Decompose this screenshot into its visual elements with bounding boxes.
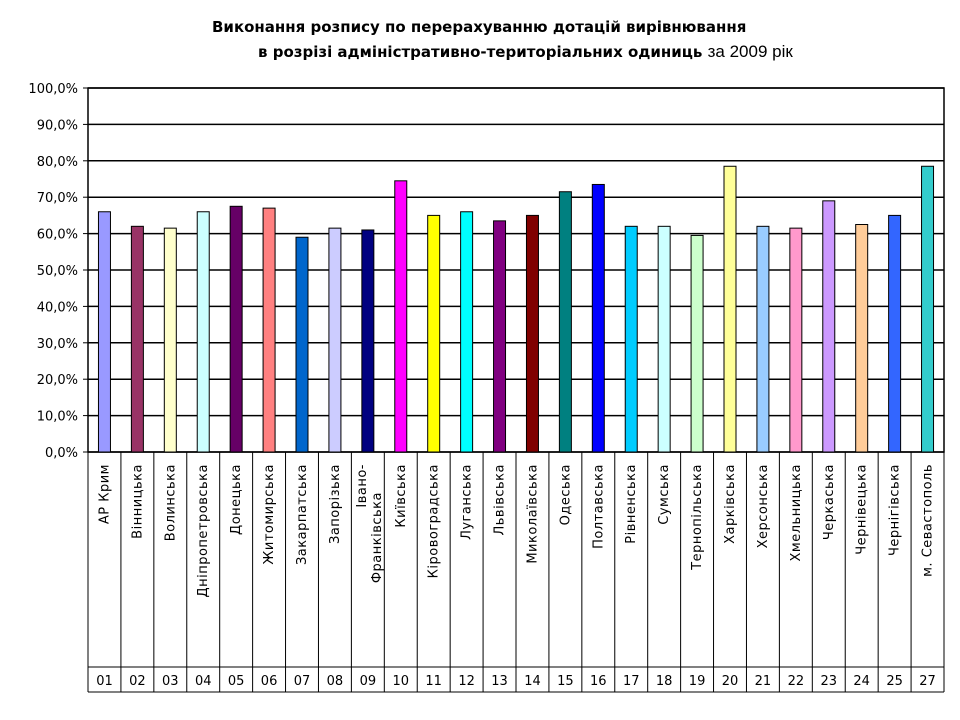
category-label	[262, 464, 277, 565]
category-label	[921, 464, 936, 577]
category-code: 23	[820, 674, 838, 689]
category-label	[756, 464, 771, 548]
category-code: 14	[524, 674, 541, 689]
category-label-part: Кіровоградська	[426, 464, 442, 579]
category-code: 22	[787, 674, 805, 689]
bar	[98, 212, 110, 452]
category-label-part: Франківська	[369, 492, 385, 584]
category-label	[328, 464, 343, 544]
bar	[559, 192, 571, 452]
category-code: 20	[721, 674, 739, 689]
category-label-part: Сумська	[657, 464, 673, 525]
bar	[691, 235, 703, 452]
category-code: 12	[458, 674, 475, 689]
category-code: 13	[491, 674, 508, 689]
y-tick-label: 10,0%	[36, 409, 78, 425]
bar	[263, 208, 275, 452]
category-label-part: Дніпропетровська	[196, 464, 212, 598]
bar	[131, 226, 143, 452]
bar	[625, 226, 637, 452]
y-tick-label: 40,0%	[36, 300, 78, 316]
category-code: 01	[96, 674, 113, 689]
category-label	[591, 464, 606, 549]
category-code: 21	[754, 674, 772, 689]
category-label	[460, 464, 475, 540]
category-label	[657, 464, 672, 525]
category-label	[295, 464, 310, 565]
bar	[526, 215, 538, 452]
bar	[889, 215, 901, 452]
category-label	[789, 464, 804, 561]
category-label	[525, 464, 540, 564]
category-code: 07	[293, 674, 311, 689]
chart-title-line-2-plain: за 2009 рік	[707, 42, 793, 61]
category-code: 10	[392, 674, 410, 689]
y-tick-label: 60,0%	[36, 227, 78, 243]
category-label-part: Миколаївська	[525, 464, 541, 564]
category-label	[493, 464, 508, 536]
y-tick-label: 0,0%	[44, 446, 78, 461]
category-label-part: Рівненська	[624, 464, 640, 544]
category-label	[229, 464, 244, 535]
category-code: 05	[227, 674, 245, 689]
category-label	[723, 464, 738, 544]
category-code: 25	[886, 674, 903, 689]
bar	[757, 226, 769, 452]
category-code: 02	[129, 674, 146, 689]
category-label-part: Закарпатська	[295, 464, 310, 566]
category-label	[558, 464, 573, 525]
bar	[164, 228, 176, 452]
category-label	[130, 464, 145, 539]
category-label-part: Харківська	[723, 464, 738, 544]
category-code: 24	[853, 674, 870, 689]
category-label-part: Житомирська	[262, 464, 278, 565]
category-label-part: Одеська	[558, 464, 574, 526]
category-label	[427, 464, 442, 578]
category-label	[394, 464, 409, 528]
category-label	[163, 464, 178, 541]
bar	[592, 184, 604, 452]
category-label	[822, 464, 837, 540]
category-label	[196, 464, 211, 598]
bar	[494, 221, 506, 452]
y-tick-label: 20,0%	[36, 373, 78, 389]
bar	[395, 181, 407, 452]
bar	[823, 201, 835, 452]
category-label-part: Івано-	[354, 464, 370, 508]
bar	[461, 212, 473, 452]
bar	[197, 212, 209, 452]
category-code: 08	[326, 674, 344, 689]
category-label-part: Вінницька	[130, 464, 146, 539]
bar	[922, 166, 934, 452]
chart-title-line-1: Виконання розпису по перерахуванню дотацій вирівнювання	[212, 18, 747, 36]
category-label-part: Полтавська	[591, 464, 607, 549]
category-code: 18	[655, 674, 673, 689]
category-label-part: Хмельницька	[788, 464, 804, 562]
bar	[790, 228, 802, 452]
category-code: 09	[359, 674, 377, 689]
y-tick-label: 100,0%	[28, 82, 78, 97]
category-label-part: Тернопільська	[690, 464, 706, 570]
category-label-part: Донецька	[229, 464, 245, 535]
category-code: 11	[425, 674, 442, 689]
category-label-part: м. Севастополь	[920, 464, 936, 577]
y-tick-label: 80,0%	[36, 154, 78, 170]
chart-title-line-2-bold: в розрізі адміністративно-територіальних одиниць	[258, 43, 703, 61]
y-tick-label: 50,0%	[36, 264, 78, 279]
category-code: 27	[919, 674, 936, 689]
bar	[296, 237, 308, 452]
category-label-part: АР Крим	[97, 464, 113, 525]
category-code: 17	[622, 674, 640, 689]
bar	[658, 226, 670, 452]
bar	[230, 206, 242, 452]
category-label	[355, 464, 385, 583]
category-label-part: Київська	[393, 464, 409, 528]
bar	[428, 215, 440, 452]
category-label	[855, 464, 870, 555]
category-code: 03	[162, 674, 179, 689]
category-code: 04	[194, 674, 212, 689]
category-code: 16	[590, 674, 607, 689]
category-label	[624, 464, 639, 544]
category-code: 19	[688, 674, 706, 689]
y-tick-label: 30,0%	[36, 336, 78, 352]
y-tick-label: 90,0%	[36, 118, 78, 134]
y-tick-label: 70,0%	[36, 191, 78, 207]
category-label	[97, 464, 112, 524]
bar	[856, 225, 868, 453]
category-label-part: Черкаська	[821, 464, 837, 541]
category-label	[690, 464, 705, 571]
bar	[362, 230, 374, 452]
bar	[329, 228, 341, 452]
category-label-part: Чернівецька	[854, 464, 870, 555]
category-label-part: Чернігівська	[887, 464, 903, 557]
category-label-part: Волинська	[163, 464, 179, 542]
category-label-part: Херсонська	[755, 464, 771, 549]
category-label-part: Запорізька	[327, 464, 343, 545]
category-code: 06	[260, 674, 278, 689]
category-label	[888, 464, 903, 556]
category-label-part: Луганська	[459, 464, 475, 540]
bar	[724, 166, 736, 452]
category-label-part: Львівська	[492, 464, 508, 536]
category-code: 15	[557, 674, 574, 689]
